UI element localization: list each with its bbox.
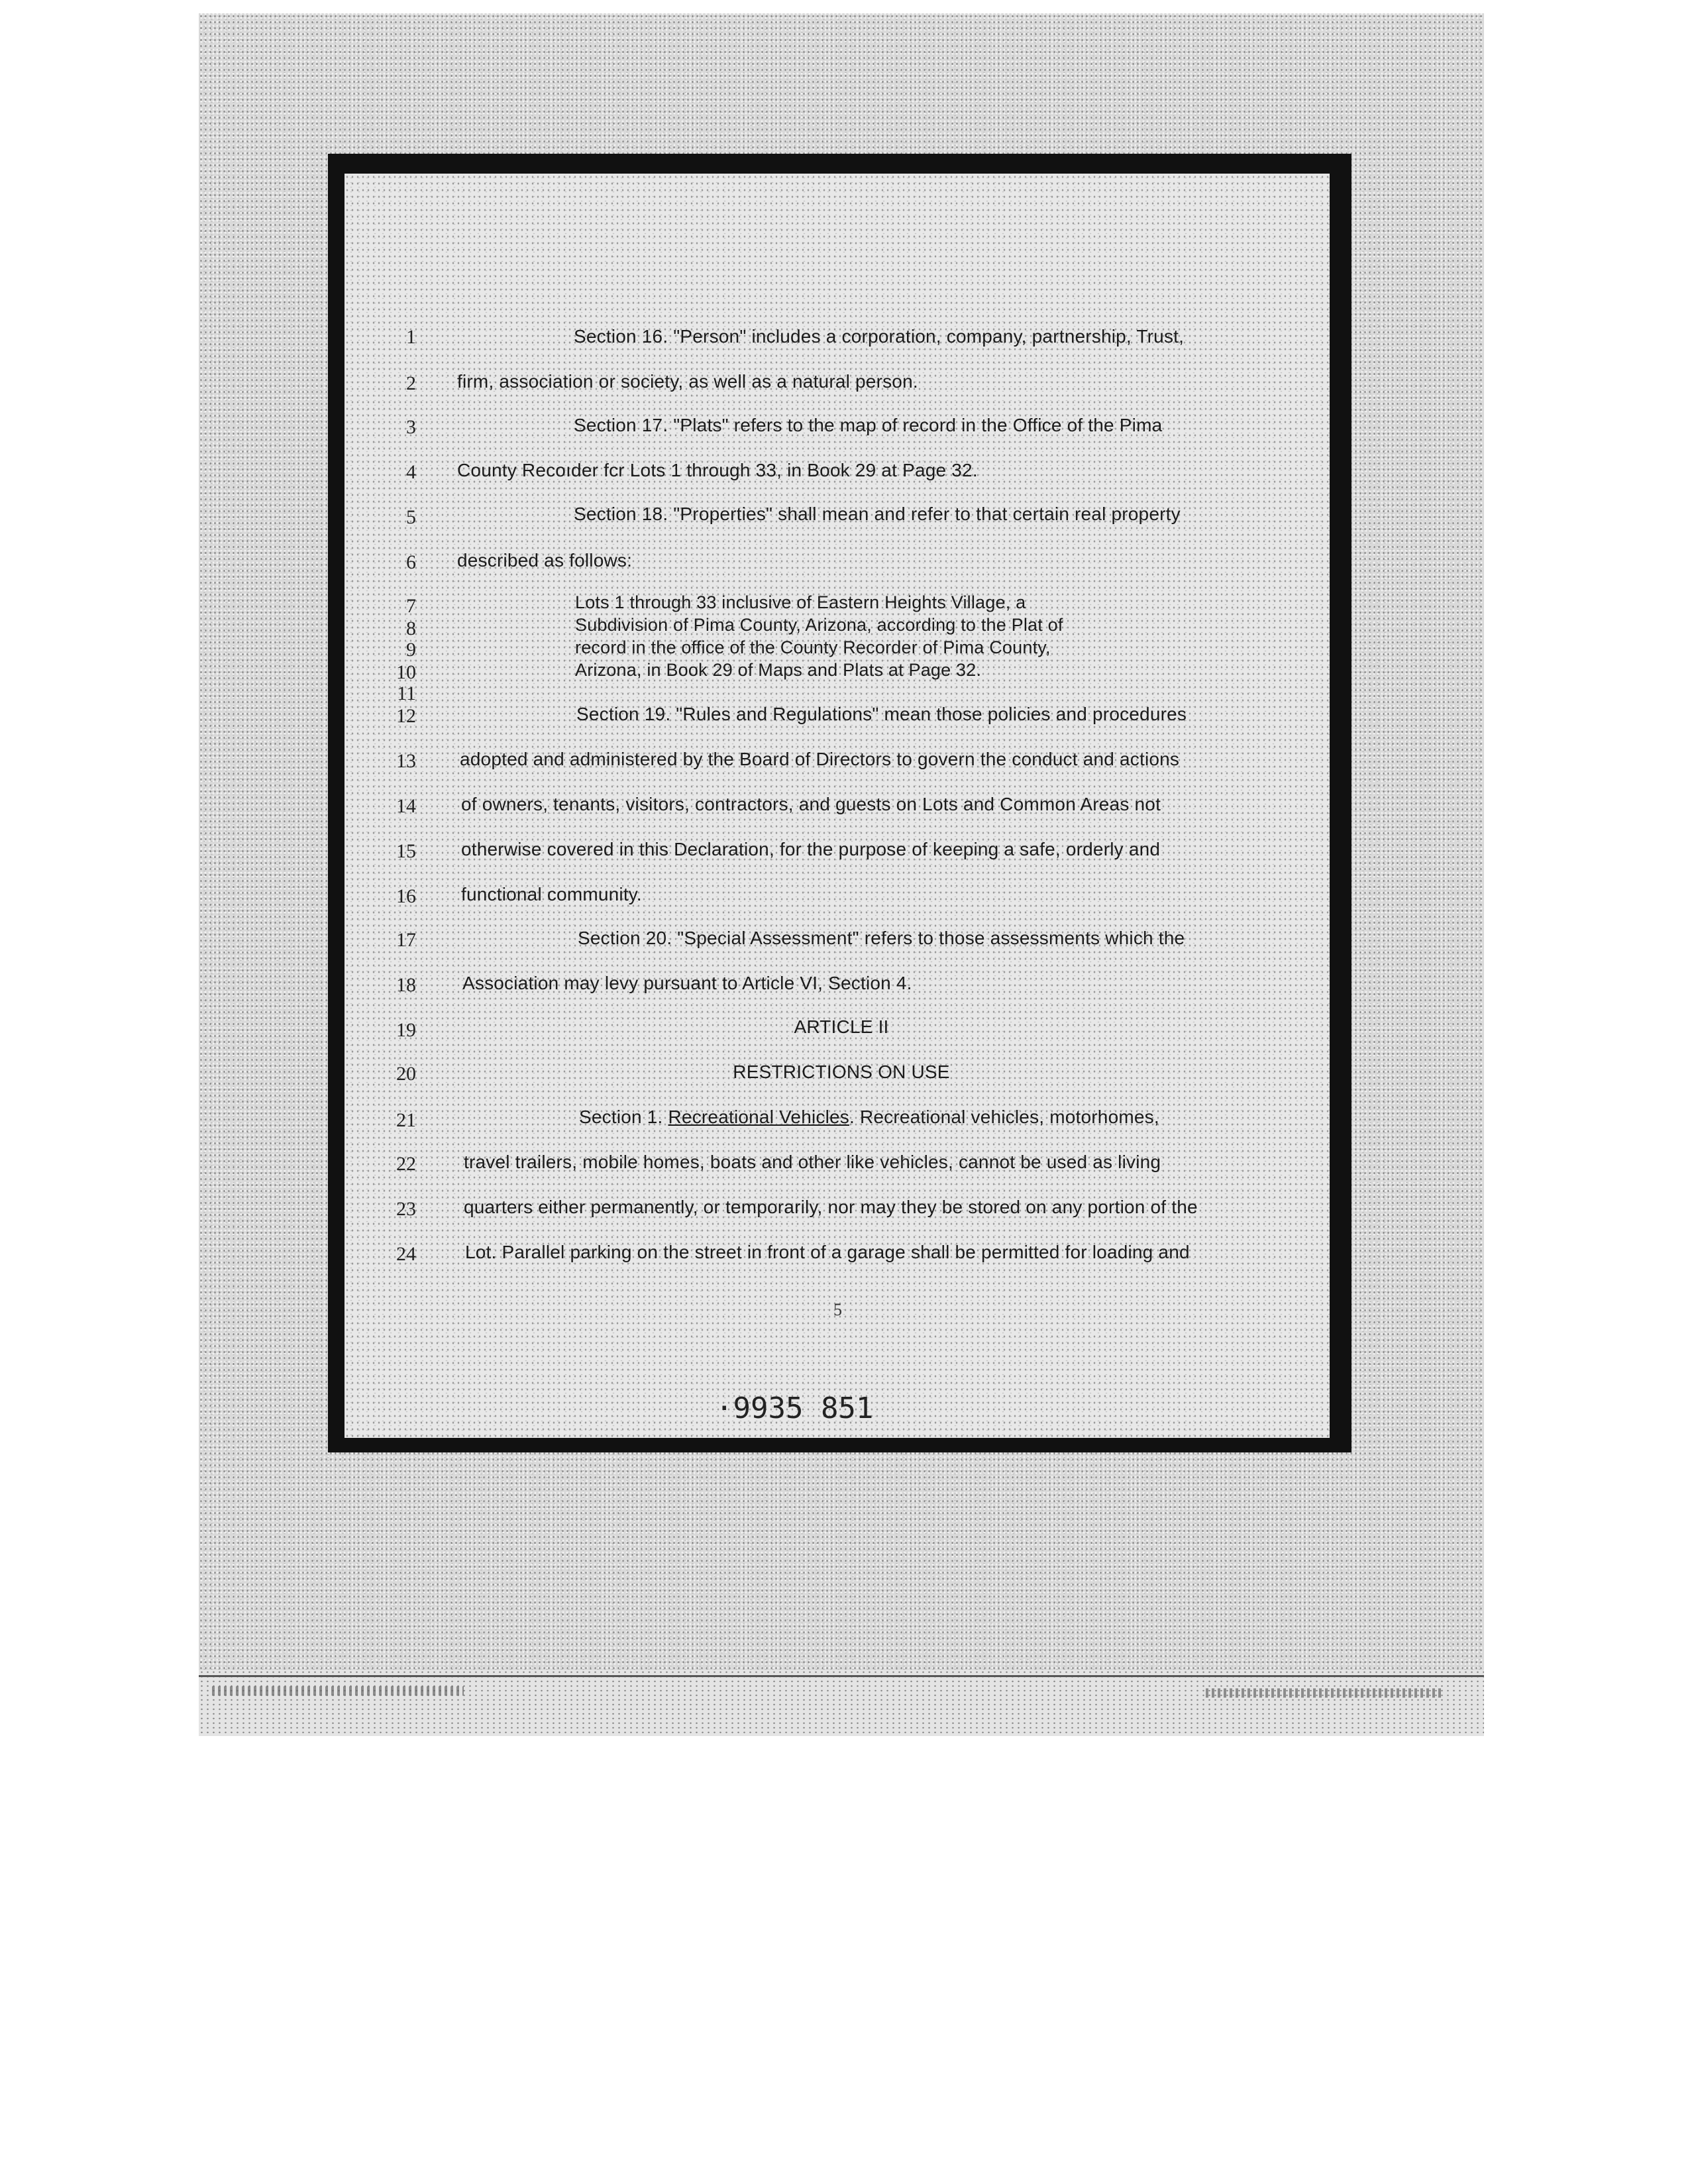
recording-number: ·9935 851 — [716, 1392, 874, 1425]
text-line: described as follows: — [457, 550, 633, 571]
line-number: 5 — [406, 506, 416, 528]
line-number: 18 — [396, 974, 416, 996]
line-number: 9 — [406, 639, 416, 661]
text-line — [579, 1107, 1159, 1128]
section-label: Section 1. — [579, 1107, 668, 1127]
line-number: 13 — [396, 750, 416, 772]
page-number: 5 — [833, 1300, 842, 1319]
scan-noise — [1206, 1688, 1444, 1698]
text-line: Section 19. "Rules and Regulations" mean those policies and procedures — [576, 704, 1187, 724]
text-line: Section 20. "Special Assessment" refers to those assessments which the — [578, 928, 1185, 948]
line-number: 24 — [396, 1243, 416, 1265]
line-number: 12 — [396, 705, 416, 727]
line-number: 17 — [396, 929, 416, 951]
line-number: 8 — [406, 618, 416, 639]
text-line: Association may levy pursuant to Article VI, Section 4. — [462, 973, 912, 993]
text-line: travel trailers, mobile homes, boats and other like vehicles, cannot be used as living — [464, 1152, 1161, 1172]
line-number: 23 — [396, 1198, 416, 1220]
text-line: Lot. Parallel parking on the street in front of a garage shall be permitted for loading and — [465, 1242, 1190, 1262]
text-line: Section 16. "Person" includes a corporation, company, partnership, Trust, — [574, 326, 1185, 347]
line-number: 16 — [396, 885, 416, 907]
legal-description-line: Subdivision of Pima County, Arizona, according to the Plat of — [575, 615, 1063, 635]
line-number: 22 — [396, 1153, 416, 1175]
line-number: 1 — [406, 326, 416, 348]
article-title: RESTRICTIONS ON USE — [733, 1062, 950, 1082]
line-number: 7 — [406, 595, 416, 617]
line-number: 20 — [396, 1063, 416, 1085]
line-number: 11 — [397, 682, 416, 704]
legal-description-line: Arizona, in Book 29 of Maps and Plats at Page 32. — [575, 660, 982, 680]
article-heading: ARTICLE II — [794, 1016, 889, 1037]
line-number: 3 — [406, 416, 416, 438]
line-number: 2 — [406, 372, 416, 394]
text-line: firm, association or society, as well as a natural person. — [457, 371, 918, 392]
legal-description-line: Lots 1 through 33 inclusive of Eastern Heights Village, a — [575, 592, 1026, 612]
text-line: Section 18. "Properties" shall mean and refer to that certain real property — [574, 504, 1181, 524]
text-line: adopted and administered by the Board of Directors to govern the conduct and actions — [460, 749, 1180, 769]
section-text: . Recreational vehicles, motorhomes, — [849, 1107, 1159, 1127]
line-number: 10 — [396, 661, 416, 683]
text-line: County Recoıder fcr Lots 1 through 33, in Book 29 at Page 32. — [457, 460, 978, 480]
line-number: 21 — [396, 1109, 416, 1131]
line-number: 4 — [406, 461, 416, 483]
text-line: functional community. — [461, 884, 642, 904]
legal-description-line: record in the office of the County Recorder of Pima County, — [575, 637, 1051, 657]
text-line: of owners, tenants, visitors, contractors, and guests on Lots and Common Areas not — [461, 794, 1161, 814]
scan-noise — [212, 1686, 464, 1696]
text-line: quarters either permanently, or temporarily, nor may they be stored on any portion of the — [464, 1197, 1198, 1217]
line-number: 14 — [396, 795, 416, 817]
section-heading: Recreational Vehicles — [668, 1107, 849, 1127]
scan-bottom-strip — [199, 1670, 1484, 1736]
text-line: Section 17. "Plats" refers to the map of record in the Office of the Pima — [574, 415, 1163, 435]
line-number: 19 — [396, 1019, 416, 1041]
scan-edge-line — [199, 1675, 1484, 1677]
line-number: 6 — [406, 551, 416, 573]
line-number: 15 — [396, 840, 416, 862]
text-line: otherwise covered in this Declaration, for the purpose of keeping a safe, orderly and — [461, 839, 1161, 859]
